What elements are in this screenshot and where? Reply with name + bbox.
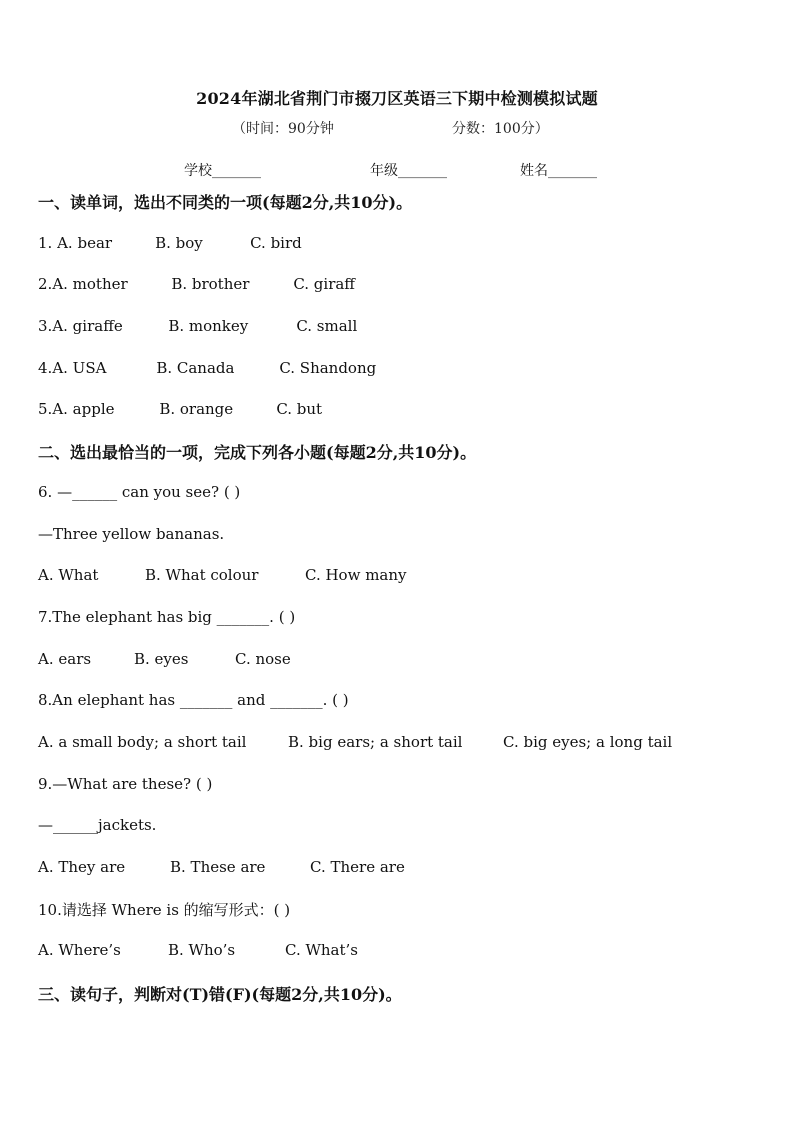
option-c: C. giraff [293, 275, 355, 293]
option-c: C. Shandong [279, 359, 377, 377]
option-a: A. mother [52, 275, 128, 293]
question-10-stem: 10.请选择 Where is 的缩写形式：( ) [38, 901, 291, 919]
question-9-reply: —______jackets. [38, 816, 157, 834]
name-field: 姓名_______ [520, 163, 597, 179]
option-c: C. There are [310, 858, 405, 876]
option-b: B. eyes [134, 650, 189, 668]
option-a: A. What [38, 566, 99, 584]
question-number: 4. [38, 359, 53, 377]
question-8-stem: 8.An elephant has _______ and _______. ( ) [38, 691, 349, 709]
question-7-options [38, 650, 291, 668]
option-b: B. orange [159, 400, 234, 418]
exam-score: 分数：100分） [452, 121, 549, 137]
option-c: C. nose [235, 650, 291, 668]
question-number: 5. [38, 400, 53, 418]
option-b: B. These are [170, 858, 266, 876]
option-a: A. apple [52, 400, 115, 418]
question-9-options [38, 858, 405, 876]
option-c: C. big eyes; a long tail [503, 733, 673, 751]
question-3 [38, 317, 357, 335]
grade-field: 年级_______ [370, 163, 447, 179]
question-6-reply: —Three yellow bananas. [38, 525, 225, 543]
option-b: B. Who’s [168, 941, 236, 959]
option-a: A. bear [57, 234, 113, 252]
school-field: 学校_______ [184, 163, 261, 179]
question-5 [38, 400, 322, 418]
question-6-options [38, 566, 407, 584]
question-number: 2. [38, 275, 53, 293]
question-6-stem: 6. —______ can you see? ( ) [38, 483, 241, 501]
option-b: B. brother [171, 275, 250, 293]
section-2-heading: 二、选出最恰当的一项，完成下列各小题(每题2分,共10分)。 [38, 443, 477, 462]
option-c: C. How many [305, 566, 407, 584]
question-1 [38, 234, 302, 252]
option-b: B. monkey [168, 317, 249, 335]
option-c: C. What’s [285, 941, 358, 959]
option-c: C. bird [250, 234, 302, 252]
section-3-heading: 三、读句子，判断对(T)错(F)(每题2分,共10分)。 [38, 985, 402, 1004]
question-7-stem: 7.The elephant has big _______. ( ) [38, 608, 296, 626]
option-a: A. Where’s [38, 941, 121, 959]
question-10-options [38, 941, 358, 959]
question-2 [38, 275, 355, 293]
option-c: C. small [296, 317, 358, 335]
question-8-options [38, 733, 672, 751]
option-c: C. but [276, 400, 323, 418]
question-number: 3. [38, 317, 53, 335]
option-b: B. big ears; a short tail [288, 733, 463, 751]
option-a: A. USA [52, 359, 107, 377]
option-a: A. a small body; a short tail [38, 733, 247, 751]
option-b: B. What colour [145, 566, 259, 584]
option-a: A. ears [38, 650, 92, 668]
option-b: B. boy [155, 234, 203, 252]
exam-time: （时间：90分钟 [232, 121, 334, 137]
option-a: A. They are [38, 858, 126, 876]
page-title: 2024年湖北省荆门市掇刀区英语三下期中检测模拟试题 [196, 89, 598, 108]
option-b: B. Canada [156, 359, 235, 377]
option-a: A. giraffe [52, 317, 123, 335]
section-1-heading: 一、读单词，选出不同类的一项(每题2分,共10分)。 [38, 193, 413, 212]
question-9-stem: 9.—What are these? ( ) [38, 775, 213, 793]
question-4 [38, 359, 376, 377]
question-number: 1. [38, 234, 58, 252]
